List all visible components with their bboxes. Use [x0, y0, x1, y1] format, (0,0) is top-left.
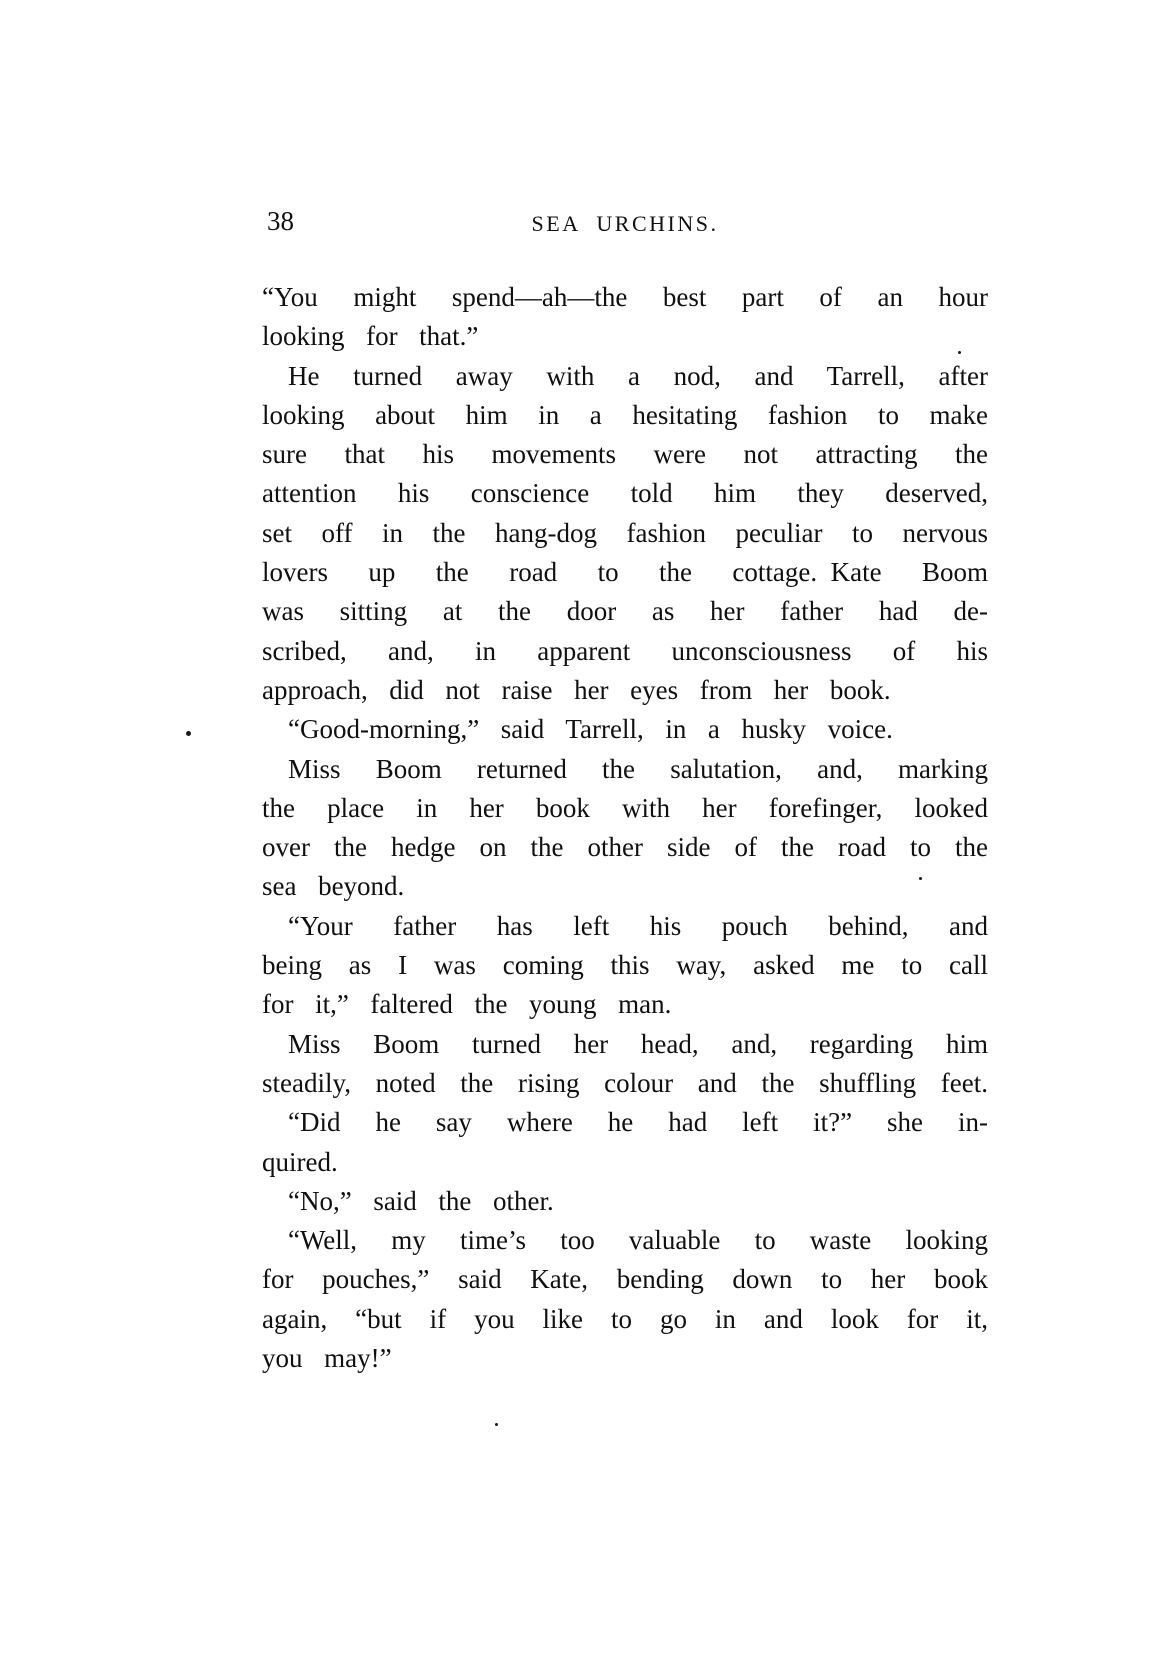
text-line: you may!”: [262, 1343, 392, 1374]
text-line: set off in the hang-dog fashion peculiar to nervous: [262, 517, 988, 548]
text-column: [262, 204, 988, 1378]
text-line: “You might spend—ah—the best part of an hour: [262, 282, 988, 312]
text-line: over the hedge on the other side of the road to the: [262, 832, 988, 863]
text-line: being as I was coming this way, asked me to call: [262, 950, 988, 981]
paragraph: [262, 907, 988, 1025]
text-line: “Well, my time’s too valuable to waste looking: [288, 1225, 988, 1256]
text-line: He turned away with a nod, and Tarrell, after: [288, 360, 988, 391]
text-line: looking for that.”: [262, 321, 479, 352]
text-line: “No,” said the other.: [288, 1185, 554, 1216]
paragraph: [262, 750, 988, 907]
text-line: Miss Boom turned her head, and, regarding him: [288, 1028, 988, 1059]
text-line: the place in her book with her forefinger, looked: [262, 792, 988, 823]
text-line: again, “but if you like to go in and look for it,: [262, 1303, 988, 1334]
text-line: steadily, noted the rising colour and the shuffling feet.: [262, 1067, 988, 1098]
text-line: attention his conscience told him they deserved,: [262, 478, 988, 509]
text-line: scribed, and, in apparent unconsciousness of his: [262, 635, 988, 666]
scan-speck: [919, 877, 922, 880]
text-line: quired.: [262, 1146, 338, 1177]
text-line: was sitting at the door as her father had de-: [262, 596, 988, 627]
paragraph: [262, 1182, 988, 1221]
paragraph: [262, 357, 988, 711]
page-number: 38: [267, 206, 294, 236]
text-line: “Your father has left his pouch behind, and: [288, 910, 988, 941]
text-line: for pouches,” said Kate, bending down to her book: [262, 1264, 988, 1295]
scan-speck: [958, 351, 961, 354]
text-line: lovers up the road to the cottage. Kate Boom: [262, 557, 988, 588]
scan-speck: [186, 731, 191, 736]
text-line: looking about him in a hesitating fashion to make: [262, 399, 988, 430]
running-head: SEA URCHINS.: [531, 211, 719, 236]
text-line: Miss Boom returned the salutation, and, marking: [288, 753, 988, 784]
text-line: sea beyond.: [262, 871, 405, 902]
paragraph: [262, 1103, 988, 1182]
paragraph: [262, 278, 988, 357]
text-line: “Did he say where he had left it?” she in-: [288, 1107, 988, 1138]
scan-speck: [495, 1423, 498, 1426]
text-line: sure that his movements were not attracting the: [262, 439, 988, 470]
paragraph: [262, 710, 988, 749]
paragraph: [262, 1221, 988, 1378]
text-line: for it,” faltered the young man.: [262, 989, 672, 1020]
page-header: [262, 204, 988, 250]
page-body: [262, 278, 988, 1378]
text-line: “Good-morning,” said Tarrell, in a husky voice.: [288, 714, 893, 745]
text-line: approach, did not raise her eyes from her book.: [262, 674, 891, 705]
paragraph: [262, 1025, 988, 1104]
